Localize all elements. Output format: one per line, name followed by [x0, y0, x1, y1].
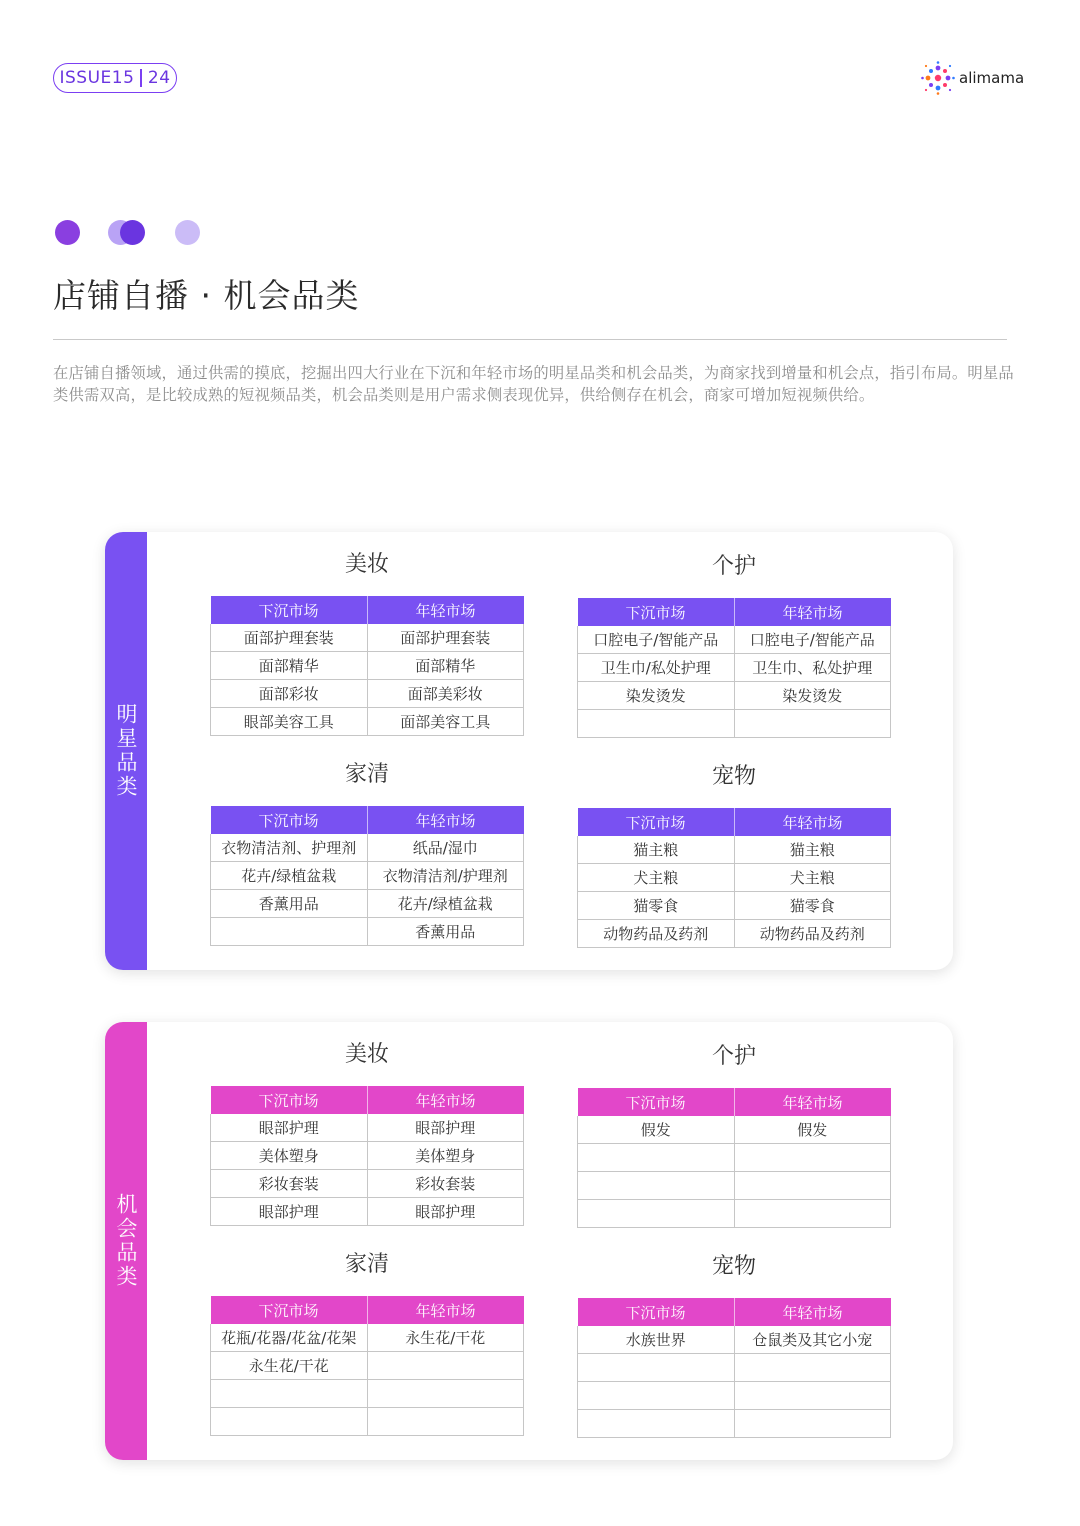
table-header-row	[211, 1086, 524, 1114]
table-cell: 花瓶/花器/花盆/花架	[211, 1324, 368, 1352]
table-cell: 口腔电子/智能产品	[734, 626, 891, 654]
table-row	[578, 682, 891, 710]
table-row	[211, 1380, 524, 1408]
category-table	[577, 808, 891, 948]
table-row	[211, 834, 524, 862]
table-header-row	[211, 806, 524, 834]
table-cell: 面部护理套装	[367, 624, 524, 652]
table-cell: 猫主粮	[578, 836, 735, 864]
category-title: 家清	[344, 1252, 389, 1277]
table-cell: 卫生巾、私处护理	[734, 654, 891, 682]
table-cell: 猫零食	[578, 892, 735, 920]
column-header: 下沉市场	[211, 1086, 368, 1114]
table-row	[578, 1116, 891, 1144]
table-cell: 眼部护理	[367, 1198, 524, 1226]
table-cell	[578, 1144, 735, 1172]
table-row	[211, 652, 524, 680]
table-cell	[367, 1380, 524, 1408]
table-row	[578, 1410, 891, 1438]
table-row	[578, 1382, 891, 1410]
column-header: 年轻市场	[367, 806, 524, 834]
table-row	[578, 864, 891, 892]
alimama-logo	[920, 60, 1024, 96]
issue-label: ISSUE15	[59, 68, 135, 88]
table-cell: 口腔电子/智能产品	[578, 626, 735, 654]
table-header-row	[211, 596, 524, 624]
table-row	[211, 1170, 524, 1198]
table-cell: 染发烫发	[734, 682, 891, 710]
table-cell: 美体塑身	[211, 1142, 368, 1170]
table-cell	[367, 1352, 524, 1380]
table-row	[211, 1114, 524, 1142]
category-title: 个护	[711, 1044, 756, 1069]
table-cell	[734, 1200, 891, 1228]
table-row	[578, 654, 891, 682]
table-row	[211, 862, 524, 890]
table-cell: 面部精华	[367, 652, 524, 680]
column-header: 年轻市场	[734, 1088, 891, 1116]
category-block	[210, 1248, 524, 1436]
table-cell: 眼部护理	[367, 1114, 524, 1142]
table-row	[211, 1142, 524, 1170]
category-table	[210, 1086, 524, 1226]
table-cell: 永生花/干花	[211, 1352, 368, 1380]
table-row	[211, 1408, 524, 1436]
table-cell: 染发烫发	[578, 682, 735, 710]
page-title: 店铺自播 · 机会品类	[53, 276, 360, 315]
category-title: 宠物	[711, 764, 756, 789]
table-cell	[578, 1382, 735, 1410]
table-cell: 面部护理套装	[211, 624, 368, 652]
table-row	[211, 1352, 524, 1380]
table-cell: 纸品/湿巾	[367, 834, 524, 862]
table-cell: 面部精华	[211, 652, 368, 680]
table-cell: 猫零食	[734, 892, 891, 920]
table-cell	[734, 1144, 891, 1172]
dot-overlap-front-icon	[120, 220, 145, 245]
dot-light-icon	[175, 220, 200, 245]
category-title: 美妆	[344, 1042, 389, 1067]
column-header: 年轻市场	[367, 1086, 524, 1114]
issue-divider	[140, 69, 142, 87]
category-table	[577, 598, 891, 738]
table-cell: 面部美容工具	[367, 708, 524, 736]
category-block	[577, 1250, 891, 1438]
dot-dark-icon	[55, 220, 80, 245]
table-cell	[578, 1410, 735, 1438]
table-cell	[734, 1354, 891, 1382]
table-cell: 卫生巾/私处护理	[578, 654, 735, 682]
table-row	[578, 1200, 891, 1228]
table-cell: 眼部护理	[211, 1114, 368, 1142]
table-cell	[367, 1408, 524, 1436]
table-row	[578, 836, 891, 864]
category-table	[577, 1088, 891, 1228]
table-cell: 花卉/绿植盆栽	[211, 862, 368, 890]
table-row	[211, 680, 524, 708]
table-row	[578, 1172, 891, 1200]
category-block	[210, 548, 524, 736]
table-cell: 永生花/干花	[367, 1324, 524, 1352]
table-cell: 假发	[578, 1116, 735, 1144]
table-cell: 眼部护理	[211, 1198, 368, 1226]
table-cell: 犬主粮	[578, 864, 735, 892]
table-row	[578, 710, 891, 738]
table-row	[578, 1354, 891, 1382]
logo-text: alimama	[959, 69, 1025, 87]
star-category-band	[105, 532, 147, 970]
table-cell	[211, 1380, 368, 1408]
column-header: 下沉市场	[578, 598, 735, 626]
table-header-row	[211, 1296, 524, 1324]
column-header: 下沉市场	[211, 596, 368, 624]
table-cell	[734, 710, 891, 738]
table-cell: 衣物清洁剂/护理剂	[367, 862, 524, 890]
table-row	[211, 890, 524, 918]
table-cell	[578, 1354, 735, 1382]
table-cell: 假发	[734, 1116, 891, 1144]
table-row	[578, 920, 891, 948]
table-cell: 猫主粮	[734, 836, 891, 864]
category-block	[577, 1040, 891, 1228]
category-title: 个护	[711, 554, 756, 579]
category-table	[210, 596, 524, 736]
table-cell	[578, 710, 735, 738]
column-header: 年轻市场	[367, 1296, 524, 1324]
column-header: 下沉市场	[578, 1298, 735, 1326]
table-cell	[211, 1408, 368, 1436]
table-row	[578, 626, 891, 654]
category-table	[577, 1298, 891, 1438]
table-cell: 香薰用品	[367, 918, 524, 946]
table-cell: 水族世界	[578, 1326, 735, 1354]
category-block	[577, 760, 891, 948]
page-number: 24	[147, 68, 171, 88]
table-cell: 动物药品及药剂	[578, 920, 735, 948]
table-cell: 衣物清洁剂、护理剂	[211, 834, 368, 862]
column-header: 年轻市场	[734, 598, 891, 626]
table-cell: 犬主粮	[734, 864, 891, 892]
table-header-row	[578, 1298, 891, 1326]
table-cell: 美体塑身	[367, 1142, 524, 1170]
column-header: 年轻市场	[734, 1298, 891, 1326]
star-category-label: 明星品类	[114, 703, 138, 799]
table-cell: 香薰用品	[211, 890, 368, 918]
alimama-burst-icon	[920, 60, 956, 96]
category-title: 宠物	[711, 1254, 756, 1279]
column-header: 下沉市场	[211, 806, 368, 834]
table-row	[578, 1144, 891, 1172]
table-cell	[578, 1200, 735, 1228]
table-row	[211, 1198, 524, 1226]
category-block	[210, 758, 524, 946]
table-cell: 仓鼠类及其它小宠	[734, 1326, 891, 1354]
opportunity-category-card	[105, 1022, 953, 1460]
category-title: 家清	[344, 762, 389, 787]
table-cell	[578, 1172, 735, 1200]
table-header-row	[578, 598, 891, 626]
table-header-row	[578, 1088, 891, 1116]
table-row	[211, 624, 524, 652]
table-cell: 面部美彩妆	[367, 680, 524, 708]
table-cell: 彩妆套装	[367, 1170, 524, 1198]
table-cell	[734, 1410, 891, 1438]
table-row	[211, 918, 524, 946]
category-table	[210, 806, 524, 946]
column-header: 下沉市场	[211, 1296, 368, 1324]
opportunity-category-label: 机会品类	[114, 1193, 138, 1289]
table-cell: 花卉/绿植盆栽	[367, 890, 524, 918]
table-cell	[734, 1172, 891, 1200]
column-header: 年轻市场	[367, 596, 524, 624]
column-header: 年轻市场	[734, 808, 891, 836]
category-table	[210, 1296, 524, 1436]
issue-badge	[53, 63, 177, 93]
table-header-row	[578, 808, 891, 836]
table-cell: 面部彩妆	[211, 680, 368, 708]
table-row	[211, 708, 524, 736]
intro-paragraph: 在店铺自播领域，通过供需的摸底，挖掘出四大行业在下沉和年轻市场的明星品类和机会品类，为商家找到增量和机会点，指引布局。明星品类供需双高，是比较成熟的短视频品类，机会品类则是用户需求侧表现优异，供给侧存在机会，商家可增加短视频供给。	[53, 364, 1014, 404]
category-block	[577, 550, 891, 738]
title-divider	[53, 339, 1007, 340]
category-title: 美妆	[344, 552, 389, 577]
table-row	[578, 1326, 891, 1354]
category-block	[210, 1038, 524, 1226]
decorative-dots	[55, 220, 215, 248]
column-header: 下沉市场	[578, 1088, 735, 1116]
table-cell: 眼部美容工具	[211, 708, 368, 736]
table-cell	[211, 918, 368, 946]
table-row	[211, 1324, 524, 1352]
table-cell: 彩妆套装	[211, 1170, 368, 1198]
table-cell	[734, 1382, 891, 1410]
table-row	[578, 892, 891, 920]
opportunity-category-band	[105, 1022, 147, 1460]
table-cell: 动物药品及药剂	[734, 920, 891, 948]
star-category-card	[105, 532, 953, 970]
column-header: 下沉市场	[578, 808, 735, 836]
